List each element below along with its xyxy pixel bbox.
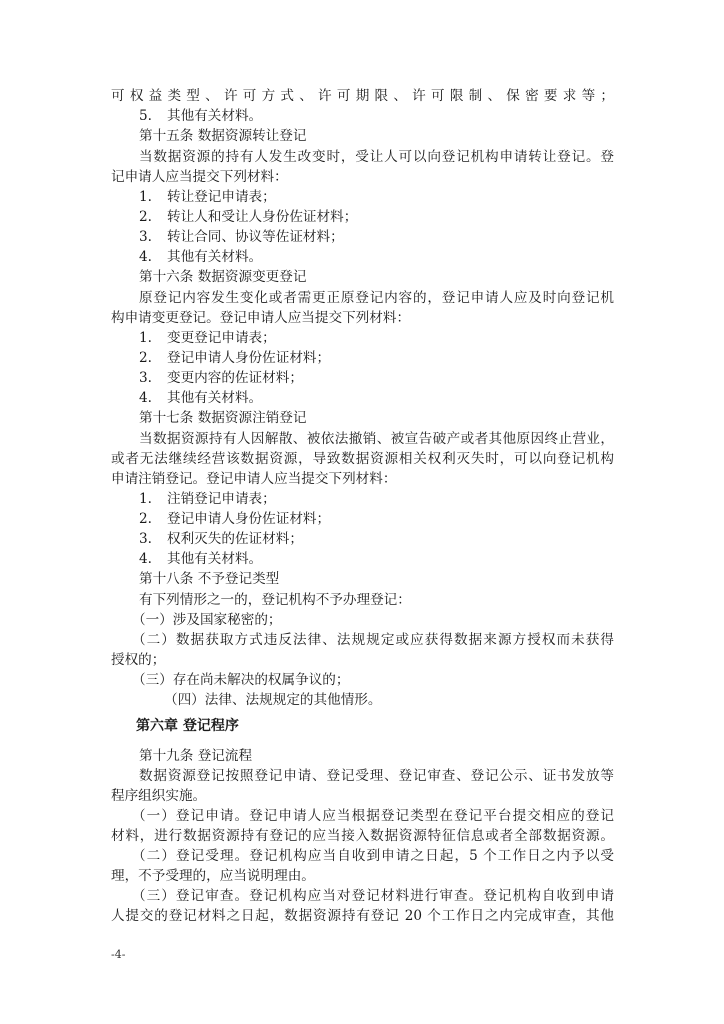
article-heading: 第十六条 数据资源变更登记 bbox=[139, 269, 307, 285]
chapter-heading: 第六章 登记程序 bbox=[136, 718, 239, 734]
list-item bbox=[139, 247, 614, 267]
list-item bbox=[139, 368, 614, 388]
list-item: （四）法律、法规规定的其他情形。 bbox=[164, 692, 382, 708]
text-line: 构申请变更登记。登记申请人应当提交下列材料： bbox=[111, 310, 411, 326]
list-item bbox=[139, 106, 614, 126]
list-text: 其他有关材料。 bbox=[167, 249, 263, 265]
article-heading: 第十七条 数据资源注销登记 bbox=[139, 410, 307, 426]
list-text: 转让合同、协议等佐证材料； bbox=[167, 229, 344, 245]
list-text: 转让登记申请表； bbox=[167, 189, 276, 205]
list-item bbox=[139, 187, 614, 207]
list-text: 其他有关材料。 bbox=[167, 390, 263, 406]
list-text: 变更登记申请表； bbox=[167, 330, 276, 346]
text-line: 可权益类型、许可方式、许可期限、许可限制、保密要求等； bbox=[111, 88, 614, 104]
list-number: 2. bbox=[139, 350, 152, 366]
text-line: 或者无法继续经营该数据资源，导致数据资源相关权利灭失时，可以向登记机构 bbox=[111, 451, 614, 467]
text-line: 记申请人应当提交下列材料： bbox=[111, 169, 288, 185]
list-item bbox=[139, 529, 614, 549]
list-number: 2. bbox=[139, 511, 152, 527]
text-line: （二）登记受理。登记机构应当自收到申请之日起，5 个工作日之内予以受 bbox=[132, 848, 614, 864]
article-heading: 第十九条 登记流程 bbox=[139, 748, 253, 764]
list-text: 其他有关材料。 bbox=[167, 551, 263, 567]
list-text: 注销登记申请表； bbox=[167, 491, 276, 507]
list-text: 变更内容的佐证材料； bbox=[167, 370, 303, 386]
list-item bbox=[139, 328, 614, 348]
text-line: 授权的； bbox=[111, 652, 166, 668]
text-line: （三）登记审查。登记机构应当对登记材料进行审查。登记机构自收到申请 bbox=[132, 888, 614, 904]
list-item: （二）数据获取方式违反法律、法规规定或应获得数据来源方授权而未获得 bbox=[132, 632, 614, 648]
list-item bbox=[139, 489, 614, 509]
list-item bbox=[139, 549, 614, 569]
list-item bbox=[139, 509, 614, 529]
list-text: 权利灭失的佐证材料； bbox=[167, 531, 303, 547]
list-item bbox=[139, 348, 614, 368]
list-number: 1. bbox=[139, 330, 152, 346]
text-line: 材料，进行数据资源持有登记的应当接入数据资源特征信息或者全部数据资源。 bbox=[111, 828, 614, 844]
article-heading: 第十五条 数据资源转让登记 bbox=[139, 128, 307, 144]
list-number: 5. bbox=[139, 108, 152, 124]
article-heading: 第十八条 不予登记类型 bbox=[139, 571, 280, 587]
text-line: 程序组织实施。 bbox=[111, 788, 207, 804]
list-number: 2. bbox=[139, 209, 152, 225]
text-line: 数据资源登记按照登记申请、登记受理、登记审查、登记公示、证书发放等 bbox=[139, 768, 614, 784]
list-text: 转让人和受让人身份佐证材料； bbox=[167, 209, 358, 225]
list-number: 1. bbox=[139, 189, 152, 205]
text-line: 申请注销登记。登记申请人应当提交下列材料： bbox=[111, 471, 397, 487]
list-number: 3. bbox=[139, 229, 152, 245]
list-item bbox=[139, 207, 614, 227]
text-line: 理，不予受理的，应当说明理由。 bbox=[111, 868, 315, 884]
list-number: 3. bbox=[139, 531, 152, 547]
list-item bbox=[139, 227, 614, 247]
list-number: 4. bbox=[139, 390, 152, 406]
list-text: 登记申请人身份佐证材料； bbox=[167, 511, 331, 527]
text-line: 有下列情形之一的，登记机构不予办理登记： bbox=[139, 592, 411, 608]
text-line: 人提交的登记材料之日起，数据资源持有登记 20 个工作日之内完成审查，其他 bbox=[111, 908, 614, 924]
list-number: 4. bbox=[139, 249, 152, 265]
list-number: 1. bbox=[139, 491, 152, 507]
list-item: （三）存在尚未解决的权属争议的； bbox=[132, 672, 350, 688]
text-line: 当数据资源持有人因解散、被依法撤销、被宣告破产或者其他原因终止营业， bbox=[139, 431, 614, 447]
text-line: （一）登记申请。登记申请人应当根据登记类型在登记平台提交相应的登记 bbox=[132, 808, 614, 824]
list-item bbox=[139, 388, 614, 408]
list-text: 登记申请人身份佐证材料； bbox=[167, 350, 331, 366]
list-item: （一）涉及国家秘密的； bbox=[132, 612, 282, 628]
text-line: 原登记内容发生变化或者需更正原登记内容的，登记申请人应及时向登记机 bbox=[139, 290, 614, 306]
list-number: 4. bbox=[139, 551, 152, 567]
text-line: 当数据资源的持有人发生改变时，受让人可以向登记机构申请转让登记。登 bbox=[139, 149, 614, 165]
list-number: 3. bbox=[139, 370, 152, 386]
list-text: 其他有关材料。 bbox=[167, 108, 263, 124]
page-number: -4- bbox=[111, 948, 126, 961]
